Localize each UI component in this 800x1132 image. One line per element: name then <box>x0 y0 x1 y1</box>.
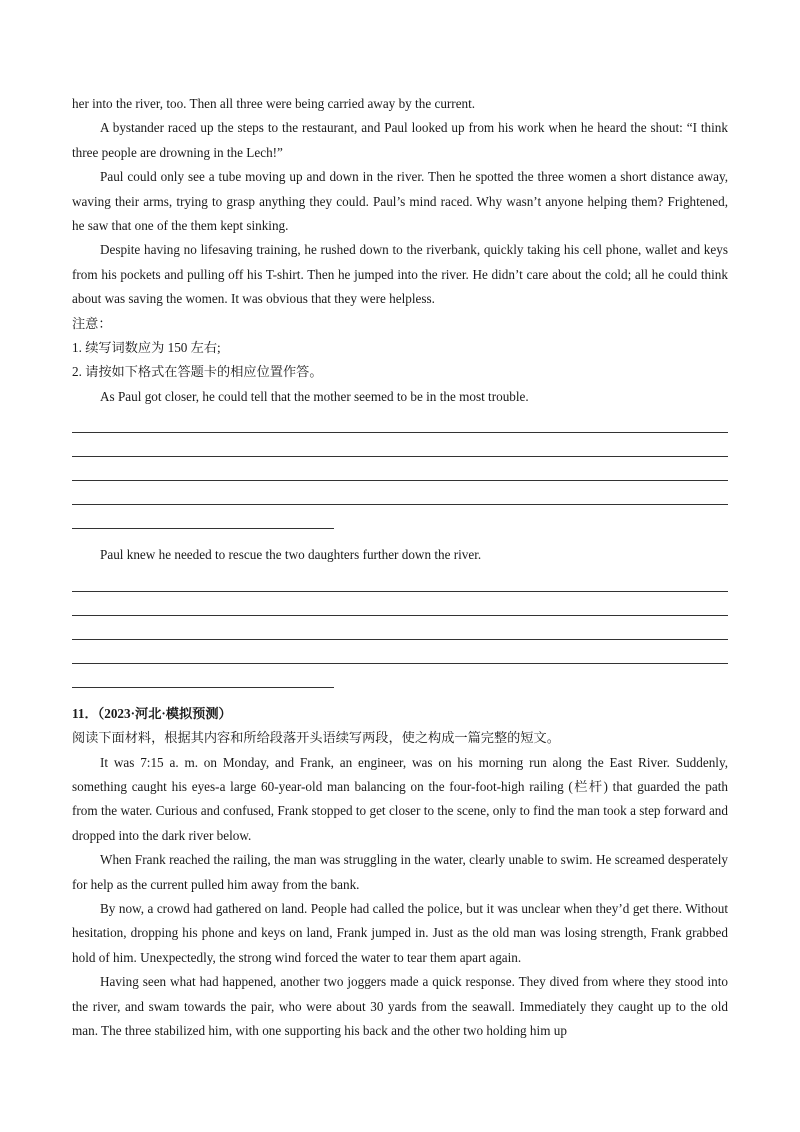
answer-line[interactable] <box>72 568 728 592</box>
continuation-text: her into the river, too. Then all three were being carried away by the current. <box>72 96 476 111</box>
document-page <box>72 92 728 1043</box>
answer-line[interactable] <box>72 409 728 433</box>
story-paragraph: Despite having no lifesaving training, he rushed down to the riverbank, quickly taking his cell phone, wallet and keys from his pockets and pulling off his T-shirt. Then he jumped into the river. He didn’t care about the cold; all he could think about was saving the women. It was obvious that they were helpless. <box>72 242 728 307</box>
answer-lines-1 <box>72 409 728 529</box>
story-paragraph: A bystander raced up the steps to the restaurant, and Paul looked up from his work when he heard the shout: “I think three people are drowning in the Lech!” <box>72 120 728 160</box>
story-paragraph: Paul could only see a tube moving up and down in the river. Then he spotted the three women a short distance away, waving their arms, trying to grasp anything they could. Paul’s mind raced. Why wasn’t anyone helping them? Frightened, he saw that one of the them kept sinking. <box>72 169 728 234</box>
answer-line[interactable] <box>72 433 728 457</box>
story-paragraph: By now, a crowd had gathered on land. People had called the police, but it was unclear when they’d get there. Without hesitation, dropping his phone and keys on land, Frank jumped in. Just as the old man was losing strength, Frank grabbed hold of him. Unexpectedly, the strong wind forced the water to tear them apart again. <box>72 900 728 965</box>
answer-line[interactable] <box>72 481 728 505</box>
note-item: 2. 请按如下格式在答题卡的相应位置作答。 <box>72 364 323 380</box>
continuation-prompt-2: Paul knew he needed to rescue the two daughters further down the river. <box>100 547 482 563</box>
answer-line[interactable] <box>72 664 334 688</box>
continuation-prompt-1: As Paul got closer, he could tell that the mother seemed to be in the most trouble. <box>100 388 529 404</box>
question-instruction: 阅读下面材料，根据其内容和所给段落开头语续写两段，使之构成一篇完整的短文。 <box>72 730 560 746</box>
question-title: 11．（2023·河北·模拟预测） <box>72 705 232 721</box>
notes-title: 注意： <box>72 315 112 331</box>
answer-line[interactable] <box>72 616 728 640</box>
answer-lines-2 <box>72 568 728 688</box>
answer-line[interactable] <box>72 505 334 529</box>
answer-line[interactable] <box>72 457 728 481</box>
answer-line[interactable] <box>72 640 728 664</box>
answer-line[interactable] <box>72 592 728 616</box>
story-paragraph: Having seen what had happened, another two joggers made a quick response. They dived from where they stood into the river, and swam towards the pair, who were about 30 yards from the seawall. Immediately they caught up to the old man. The three stabilized him, with one supporting his back and the other two holding him up <box>72 974 728 1038</box>
story-paragraph: When Frank reached the railing, the man was struggling in the water, clearly unable to swim. He screamed desperately for help as the current pulled him away from the bank. <box>72 852 728 892</box>
story-paragraph: It was 7:15 a. m. on Monday, and Frank, an engineer, was on his morning run along the East River. Suddenly, something caught his eyes-a large 60-year-old man balancing on the four-foot-high railing (栏杆) that guarded the path from the water. Curious and confused, Frank stopped to get closer to the scene, only to find the man took a step forward and dropped into the dark river below. <box>72 754 728 843</box>
note-item: 1. 续写词数应为 150 左右; <box>72 340 221 356</box>
